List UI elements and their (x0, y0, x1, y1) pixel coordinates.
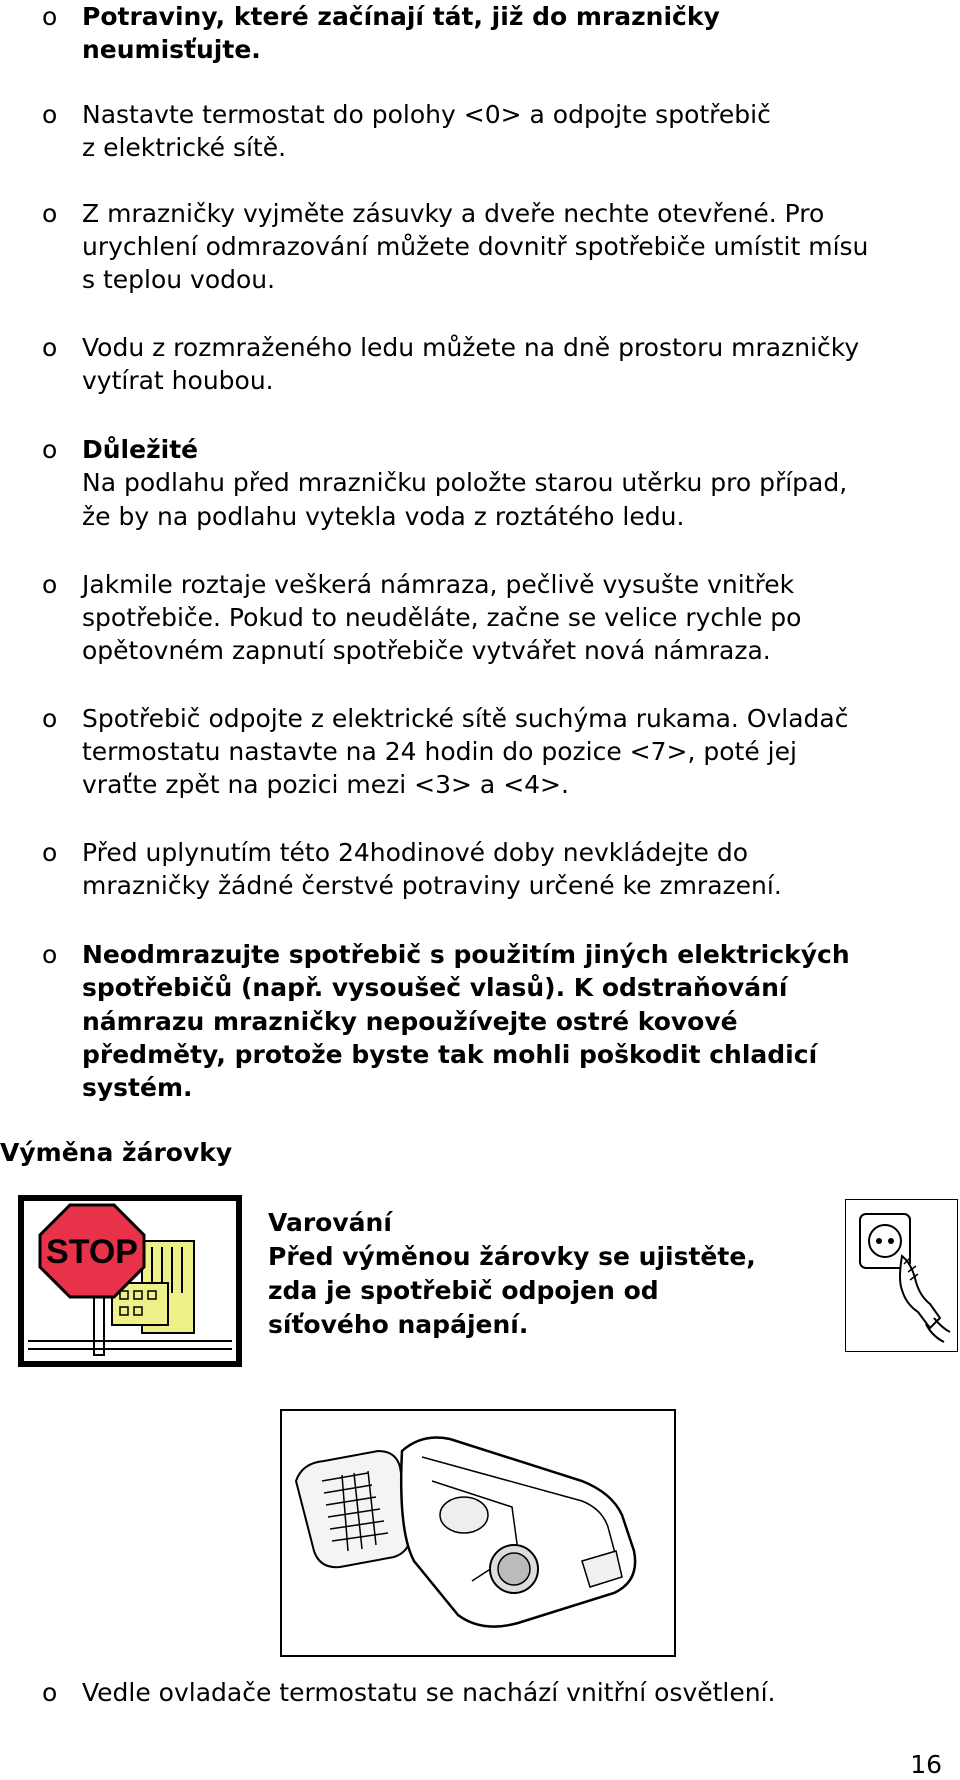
bullet-marker: o (42, 570, 58, 599)
item-line: Z mrazničky vyjměte zásuvky a dveře nechte otevřené. Pro (82, 199, 825, 228)
bullet-marker: o (42, 1678, 58, 1707)
warning-title: Varování (268, 1208, 392, 1237)
item-line: spotřebiče. Pokud to neuděláte, začne se velice rychle po (82, 603, 802, 632)
section-heading: Výměna žárovky (0, 1138, 233, 1167)
bullet-marker: o (42, 940, 58, 969)
warning-block (268, 1206, 828, 1342)
bullet-marker: o (42, 2, 58, 31)
item-line: Potraviny, které začínají tát, již do mrazničky (82, 2, 720, 31)
item-line: termostatu nastavte na 24 hodin do pozice <7>, poté jej (82, 737, 797, 766)
warning-line: zda je spotřebič odpojen od (268, 1276, 659, 1305)
item-line: námrazu mrazničky nepoužívejte ostré kovové (82, 1007, 738, 1036)
item-line: z elektrické sítě. (82, 133, 287, 162)
unplug-hand-icon (846, 1200, 956, 1350)
item-line: spotřebičů (např. vysoušeč vlasů). K odstraňování (82, 973, 788, 1002)
item-line: s teplou vodou. (82, 265, 276, 294)
bullet-marker: o (42, 199, 58, 228)
unplug-illustration (845, 1199, 958, 1352)
item-line: Spotřebič odpojte z elektrické sítě suchýma rukama. Ovladač (82, 704, 849, 733)
bullet-marker: o (42, 704, 58, 733)
item-line: Jakmile roztaje veškerá námraza, pečlivě vysušte vnitřek (82, 570, 795, 599)
item-line: opětovném zapnutí spotřebiče vytvářet nová námraza. (82, 636, 771, 665)
lamp-cover-icon (282, 1411, 674, 1655)
bullet-marker: o (42, 100, 58, 129)
item-line: předměty, protože byste tak mohli poškodit chladicí (82, 1040, 818, 1069)
lamp-cover-illustration (280, 1409, 676, 1657)
item-line: neumisťujte. (82, 35, 261, 64)
page-number: 16 (910, 1750, 942, 1779)
stop-sign-illustration (18, 1195, 242, 1367)
item-line: mrazničky žádné čerstvé potraviny určené ke zmrazení. (82, 871, 782, 900)
stop-sign-text: STOP (46, 1233, 138, 1271)
warning-line: Před výměnou žárovky se ujistěte, (268, 1242, 756, 1271)
item-line: vytírat houbou. (82, 366, 274, 395)
warning-line: síťového napájení. (268, 1310, 529, 1339)
item-line: Neodmrazujte spotřebič s použitím jiných elektrických (82, 940, 850, 969)
item-line: Před uplynutím této 24hodinové doby nevkládejte do (82, 838, 749, 867)
bullet-marker: o (42, 838, 58, 867)
item-line: že by na podlahu vytekla voda z roztátého ledu. (82, 502, 685, 531)
bullet-marker: o (42, 435, 58, 464)
item-line: systém. (82, 1073, 193, 1102)
stop-sign-icon (24, 1201, 236, 1361)
item-line: vraťte zpět na pozici mezi <3> a <4>. (82, 770, 569, 799)
bullet-marker: o (42, 333, 58, 362)
item-line: urychlení odmrazování můžete dovnitř spotřebiče umístit mísu (82, 232, 869, 261)
item-line: Vodu z rozmraženého ledu můžete na dně prostoru mrazničky (82, 333, 860, 362)
item-line: Na podlahu před mrazničku položte starou utěrku pro případ, (82, 468, 848, 497)
important-title: Důležité (82, 435, 199, 464)
item-line: Nastavte termostat do polohy <0> a odpojte spotřebič (82, 100, 771, 129)
item-line: Vedle ovladače termostatu se nachází vnitřní osvětlení. (82, 1678, 776, 1707)
